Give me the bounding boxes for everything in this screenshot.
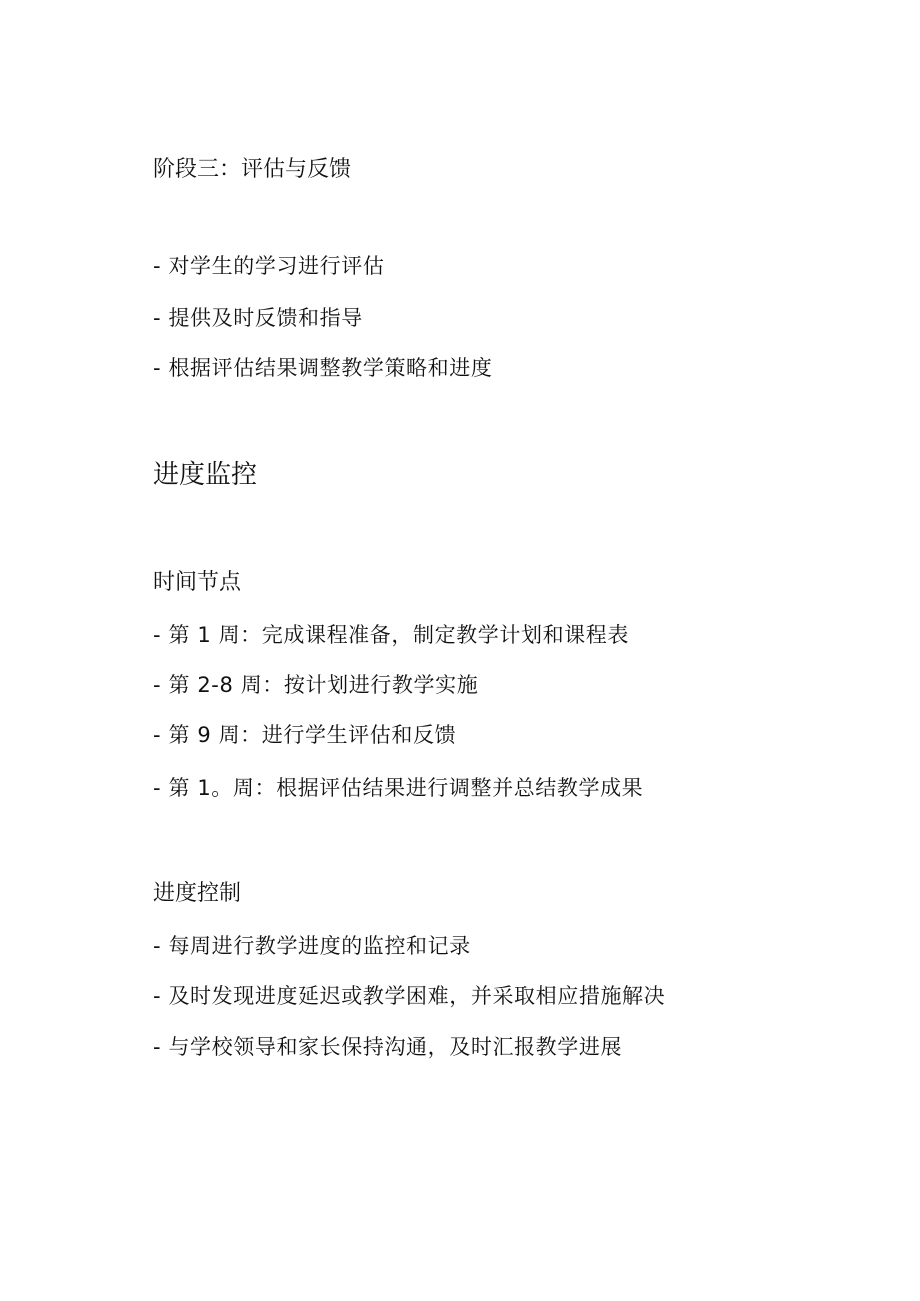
timeline-item: - 第 2-8 周：按计划进行教学实施 (153, 673, 479, 697)
timeline-item: - 第 9 周：进行学生评估和反馈 (153, 723, 457, 747)
control-item: - 每周进行教学进度的监控和记录 (153, 934, 471, 958)
section-heading-progress: 进度监控 (153, 460, 258, 490)
stage3-item: - 对学生的学习进行评估 (153, 254, 385, 278)
timeline-item: - 第 1 周：完成课程准备，制定教学计划和课程表 (153, 623, 629, 647)
timeline-item: - 第 1。周：根据评估结果进行调整并总结教学成果 (153, 776, 644, 800)
control-heading: 进度控制 (153, 881, 242, 906)
control-item: - 与学校领导和家长保持沟通，及时汇报教学进展 (153, 1035, 623, 1059)
timeline-heading: 时间节点 (153, 570, 242, 595)
stage3-item: - 提供及时反馈和指导 (153, 306, 363, 330)
stage3-heading: 阶段三：评估与反馈 (153, 157, 352, 182)
control-item: - 及时发现进度延迟或教学困难，并采取相应措施解决 (153, 984, 666, 1008)
stage3-item: - 根据评估结果调整教学策略和进度 (153, 356, 493, 380)
